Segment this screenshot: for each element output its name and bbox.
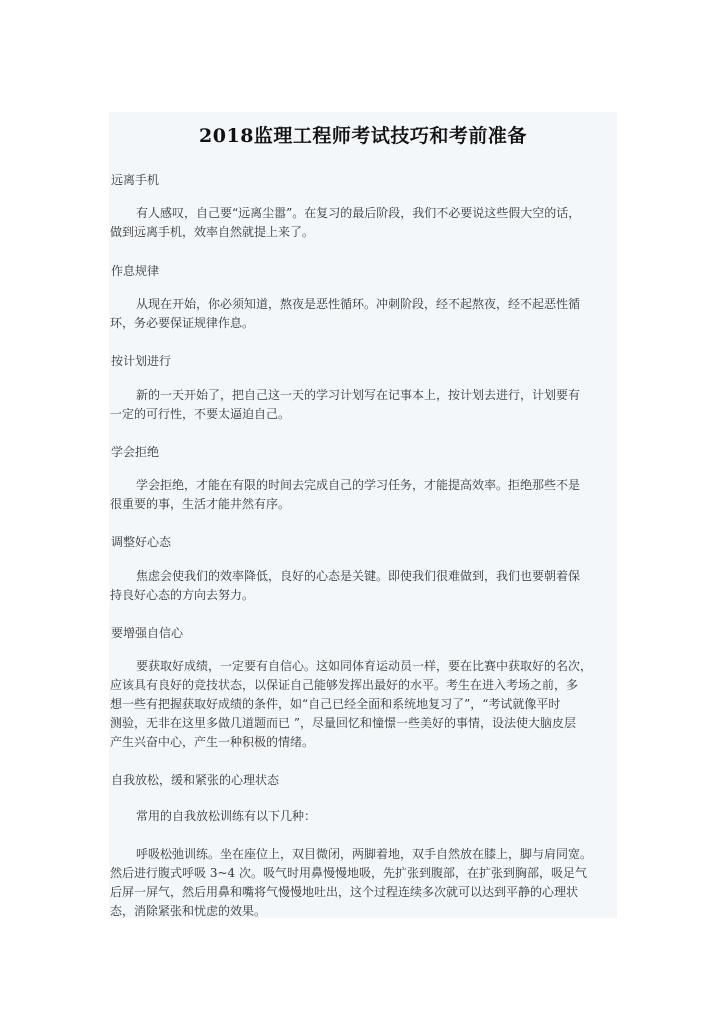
section-paragraph-phone	[110, 204, 616, 242]
section-heading-schedule: 作息规律	[111, 264, 160, 278]
section-paragraph-refuse	[110, 476, 616, 514]
paragraph-line: 要获取好成绩，一定要有自信心。这如同体育运动员一样，要在比赛中获取好的名次，	[136, 659, 593, 673]
document-title: 2018监理工程师考试技巧和考前准备	[199, 125, 527, 147]
paragraph-line: 常用的自我放松训练有以下几种：	[136, 809, 317, 823]
section-paragraph-confidence	[110, 657, 616, 752]
paragraph-line: 应该具有良好的竞技状态，以保证自己能够发挥出最好的水平。考生在进入考场之前，多	[110, 678, 579, 692]
paragraph-line: 做到远离手机，效率自然就提上来了。	[110, 225, 315, 239]
paragraph-line: 后屏一屏气，然后用鼻和嘴将气慢慢地吐出，这个过程连续多次就可以达到平静的心理状	[110, 885, 579, 899]
paragraph-line: 测验，无非在这里多做几道题而已 ”，尽量回忆和憧憬一些美好的事情，设法使大脑皮层	[110, 716, 576, 730]
paragraph-line: 焦虑会使我们的效率降低，良好的心态是关键。即使我们很难做到，我们也要朝着保	[136, 569, 581, 583]
paragraph-line: 新的一天开始了，把自己这一天的学习计划写在记事本上，按计划去进行，计划要有	[136, 388, 581, 402]
document-page	[109, 112, 617, 918]
section-paragraph-relax-breathing	[110, 845, 616, 921]
paragraph-line: 学会拒绝，才能在有限的时间去完成自己的学习任务，才能提高效率。拒绝那些不是	[136, 478, 581, 492]
section-heading-plan: 按计划进行	[111, 354, 172, 368]
section-heading-phone: 远离手机	[111, 173, 160, 187]
paragraph-line: 很重要的事，生活才能井然有序。	[110, 497, 291, 511]
paragraph-line: 持良好心态的方向去努力。	[110, 588, 255, 602]
section-heading-refuse: 学会拒绝	[111, 445, 160, 459]
section-paragraph-schedule	[110, 295, 616, 333]
section-paragraph-plan	[110, 386, 616, 424]
paragraph-line: 态，消除紧张和忧虑的效果。	[110, 904, 267, 918]
paragraph-line: 产生兴奋中心，产生一种积极的情绪。	[110, 735, 315, 749]
paragraph-line: 一定的可行性，不要太逼迫自己。	[110, 407, 291, 421]
paragraph-line: 然后进行腹式呼吸 3~4 次。吸气时用鼻慢慢地吸，先扩张到腹部，在扩张到胸部，吸足气	[110, 866, 587, 880]
section-paragraph-relax-intro	[110, 807, 616, 826]
section-heading-mindset: 调整好心态	[111, 535, 172, 549]
paragraph-line: 呼吸松弛训练。坐在座位上，双目微闭，两脚着地，双手自然放在膝上，脚与肩同宽。	[136, 847, 593, 861]
section-heading-confidence: 要增强自信心	[111, 626, 184, 640]
section-heading-relax: 自我放松，缓和紧张的心理状态	[111, 773, 280, 787]
paragraph-line: 环，务必要保证规律作息。	[110, 316, 255, 330]
section-paragraph-mindset	[110, 567, 616, 605]
paragraph-line: 从现在开始，你必须知道，熬夜是恶性循环。冲刺阶段，经不起熬夜，经不起恶性循	[136, 297, 581, 311]
paragraph-line: 有人感叹，自己要“远离尘嚣”。在复习的最后阶段，我们不必要说这些假大空的话，	[136, 206, 581, 220]
paragraph-line: 想一些有把握获取好成绩的条件，如“自己已经全面和系统地复习了”，“考试就像平时	[110, 697, 561, 711]
